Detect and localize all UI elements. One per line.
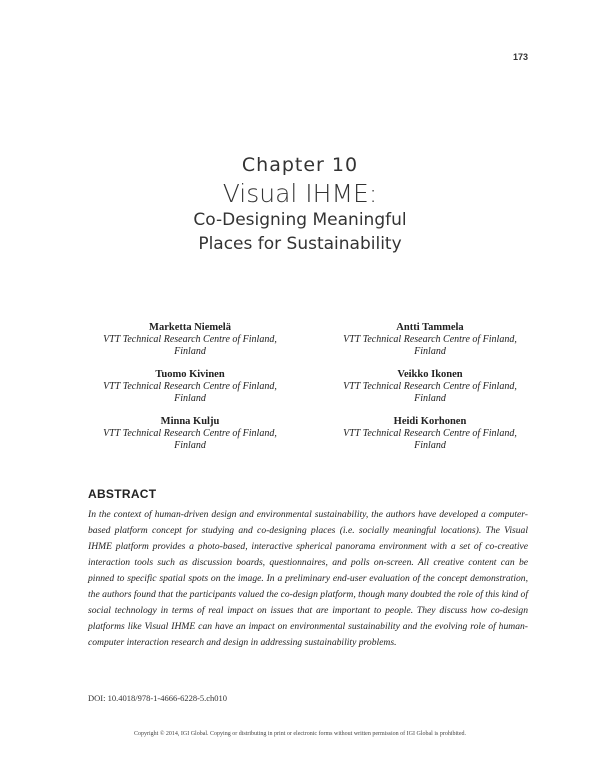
author-name: Tuomo Kivinen bbox=[155, 369, 225, 380]
author-country: Finland bbox=[414, 393, 446, 404]
author-name: Antti Tammela bbox=[396, 322, 464, 333]
abstract-heading: ABSTRACT bbox=[88, 487, 157, 501]
author-block bbox=[310, 416, 550, 452]
author-country: Finland bbox=[174, 440, 206, 451]
chapter-label: Chapter 10 bbox=[241, 154, 359, 176]
subtitle-line: Places for Sustainability bbox=[198, 234, 402, 254]
author-affiliation: VTT Technical Research Centre of Finland, bbox=[343, 381, 517, 392]
author-block bbox=[310, 322, 550, 358]
author-name: Marketta Niemelä bbox=[149, 322, 231, 333]
author-block bbox=[310, 369, 550, 405]
author-country: Finland bbox=[174, 346, 206, 357]
author-name: Veikko Ikonen bbox=[397, 369, 463, 380]
copyright-notice: Copyright © 2014, IGI Global. Copying or distributing in print or electronic forms without written permission of IGI Global is prohibited. bbox=[133, 731, 466, 737]
page-number: 173 bbox=[512, 52, 528, 62]
chapter-title: Visual IHME: bbox=[222, 179, 378, 208]
author-country: Finland bbox=[414, 346, 446, 357]
subtitle-line: Co-Designing Meaningful bbox=[193, 210, 407, 230]
author-affiliation: VTT Technical Research Centre of Finland, bbox=[103, 334, 277, 345]
author-affiliation: VTT Technical Research Centre of Finland, bbox=[343, 428, 517, 439]
author-block bbox=[70, 369, 310, 405]
author-affiliation: VTT Technical Research Centre of Finland, bbox=[343, 334, 517, 345]
author-country: Finland bbox=[414, 440, 446, 451]
doi-text: DOI: 10.4018/978-1-4666-6228-5.ch010 bbox=[88, 693, 228, 703]
author-block bbox=[70, 416, 310, 452]
author-affiliation: VTT Technical Research Centre of Finland, bbox=[103, 381, 277, 392]
author-block bbox=[70, 322, 310, 358]
author-affiliation: VTT Technical Research Centre of Finland, bbox=[103, 428, 277, 439]
abstract-text: In the context of human-driven design and environmental sustainability, the authors have developed a computer-based platform concept for studying and co-designing places (i.e. socially meaningful locations). The Visual IHME platform provides a photo-based, interactive spherical panorama environment with a set of co-creative interaction tools such as discussion boards, questionnaires, and polls on-screen. All creative content can be pinned to specific spatial spots on the image. In a preliminary end-user evaluation of the concept demonstration, the authors found that the participants valued the co-design platform, though many doubted the role of this kind of social technology in terms of real impact on issues that are important to people. They discuss how co-design platforms like Visual IHME can have an impact on environmental sustainability and the evolving role of human-computer interaction research and design in addressing sustainability problems. bbox=[88, 509, 528, 648]
author-name: Minna Kulju bbox=[160, 416, 220, 427]
author-list bbox=[70, 322, 550, 452]
author-name: Heidi Korhonen bbox=[393, 416, 467, 427]
author-country: Finland bbox=[174, 393, 206, 404]
chapter-subtitle bbox=[0, 208, 600, 256]
